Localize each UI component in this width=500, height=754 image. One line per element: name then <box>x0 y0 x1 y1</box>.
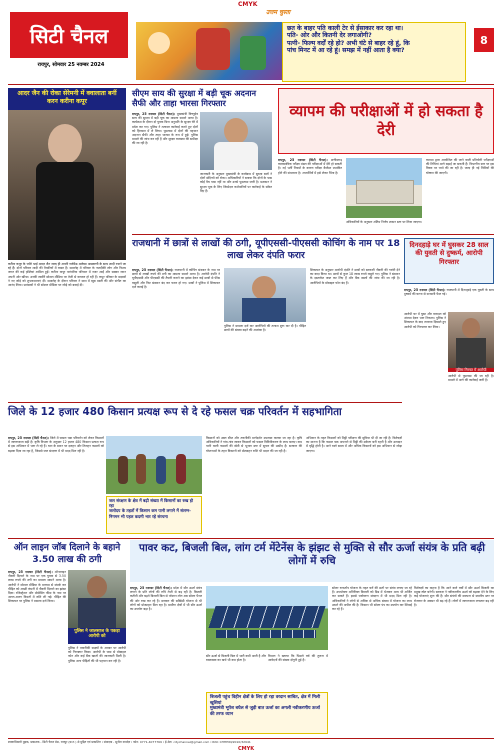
rule-2 <box>8 402 402 403</box>
job-headline: ऑन लाइन जॉब दिलाने के बहाने 3.50 लाख की ठगी <box>13 543 121 565</box>
farmers-bullet-2: जलोदय के तहतों में किसान कम पानी लगाने में संलग्न-निगमन भी पहल कदमी भार रहे संरचना <box>109 508 191 519</box>
farmers-body-2: किसानों को उन्नत बीज और तकनीकी मार्गदर्शन उपलब्ध कराया जा रहा है। कृषि अधिकारियों ने गांव-गांव जाकर किसानों को फसल विविधीकरण के लाभ बताए। कम पानी वाली फसलों की खेती से भूजल स्तर में सुधार की उम्मीद है। सरकार की योजनाओं के तहत किसानों को प्रोत्साहन राशि भी प्रदान की जा रही है। <box>206 436 302 453</box>
farmers-bullet-1: जल संरक्षण के क्षेत्र में बढ़ी संख्या में किसानों का रुख हो रहा <box>109 498 193 509</box>
vyapam-body-1: रायपुर, 25 नवम्बर (सिटी चैनल)। छत्तीसगढ़ व्यावसायिक परीक्षा मंडल की परीक्षाओं में देरी हो सकती है। नई भर्ती नियमों के कारण परीक्षा कैलेंडर प्रभावित होने की संभावना है। अभ्यर्थियों में इसे लेकर चिंता है। <box>278 158 342 175</box>
joke-line-1: छत के बाहर पति काली टेर से ईसाकार कर रहा था। <box>287 25 404 32</box>
joke-line-2: पति- ओर और कितनी देर लगाओगी? <box>287 32 372 40</box>
vyapam-body-3: अधिकारियों के अनुसार अंतिम निर्णय शासन स्तर पर लिया जाएगा। <box>346 220 422 224</box>
job-dateline: रायपुर, 25 नवम्बर (सिटी चैनल)। <box>8 570 53 574</box>
delhi-body-1: रायपुर, 25 नवम्बर (सिटी चैनल)। राजधानी में दिनदहाड़े एक युवती के साथ दुष्कर्म की घटना से सनसनी फैल गई। <box>404 288 494 297</box>
joke-panel <box>282 22 466 82</box>
power-dateline: रायपुर, 25 नवम्बर (सिटी चैनल)। <box>130 586 172 590</box>
power-body-5: विशेषज्ञों का कहना है कि आने वाले वर्षों में सौर ऊर्जा बिजली का प्रमुख स्रोत बनेगी। सरकार ने नवीकरणीय ऊर्जा को बढ़ावा देने के लिए कई योजनाएं शुरू की हैं। सौर संयंत्रों की स्थापना से स्थानीय स्तर पर रोजगार के अवसर भी बढ़ रहे हैं। लोगों में जागरूकता लगातार बढ़ रही है। <box>414 586 494 607</box>
job-photo-caption: पुलिस ने जालसाज के पकड़ा आरोपी को <box>68 628 126 644</box>
coaching-body-2: पुलिस ने मामला दर्ज कर आरोपियों की तलाश शुरू कर दी है। पीड़ित छात्रों की संख्या बढ़ने की आशंका है। <box>224 324 306 333</box>
power-bullet-box <box>206 692 328 734</box>
cmyk-top-label: CMYK <box>238 1 258 8</box>
farmers-body-3: अभियान के तहत किसानों को मिट्टी परीक्षण की सुविधा भी दी जा रही है। विशेषज्ञों का मानना है कि फसल चक्र अपनाने से मिट्टी की उर्वरता बनी रहती है और उत्पादन में वृद्धि होती है। आने वाले समय में और अधिक किसानों को इस अभियान से जोड़ा जाएगा। <box>306 436 402 453</box>
power-body-2: सौर ऊर्जा से बिजली बिल में भारी कमी आती है और रखरखाव का खर्च भी कम होता है। <box>206 654 266 663</box>
masthead-logo: सिटी चैनल <box>10 12 128 58</box>
coaching-photo <box>224 268 306 322</box>
vyapam-headline: व्यापम की परीक्षाओं में हो सकता है देरी <box>289 102 483 139</box>
footer-imprint: स्वत्वाधिकारी मुद्रक, प्रकाशक - सिटी चैनल प्रेस, रायपुर (छ.ग.) से मुद्रित एवं प्रकाशित । संपादक - सुनील नामदेव । फोन: 0771-4077769 । ई-मेल: citychannel@gmail.com । RNI: CHHHIN/2010/32941 <box>8 740 251 744</box>
delhi-headline-box <box>404 238 494 284</box>
coaching-body-3: शिकायत के अनुसार आरोपी दंपति ने छात्रों को सरकारी नौकरी की गारंटी देने का वादा किया था। छात्रों से कुल 18 लाख रुपये वसूले गए। पुलिस ने संस्थान के दस्तावेज जब्त कर लिए हैं और बैंक खातों की जांच की जा रही है। आरोपियों के मोबाइल फोन बंद हैं। <box>310 268 400 285</box>
joke-line-3: पत्नी- फिल्म वर्दों रहे हो? अभी घंटे से बाहर रहे हूं, कि <box>287 39 410 47</box>
comic-illustration <box>136 22 282 80</box>
footer-rule <box>8 738 494 739</box>
rule-1 <box>132 234 494 235</box>
delhi-body-2: आरोपी घर में घुसा और वारदात को अंजाम देकर भाग निकला। पुलिस ने शिकायत के बाद तत्परता दिखाते हुए आरोपी को गिरफ्तार कर लिया। <box>404 312 446 329</box>
delhi-body-3: आरोपी से पूछताछ की जा रही है। मामले में आगे की कार्रवाई जारी है। <box>448 374 494 383</box>
power-body-1: रायपुर, 25 नवम्बर (सिटी चैनल)। प्रदेश में सौर ऊर्जा संयंत्र लगाने के प्रति लोगों की रुचि तेजी से बढ़ रही है। बिजली कटौती और बढ़ते बिजली बिल से परेशान लोग अब सोलर पैनल की ओर रुख कर रहे हैं। सरकार की सब्सिडी योजना से भी लोगों को प्रोत्साहन मिल रहा है। ग्रामीण क्षेत्रों में भी सौर ऊर्जा का उपयोग बढ़ा है। <box>130 586 202 612</box>
vyapam-headline-box <box>278 88 494 154</box>
farmers-body-1: रायपुर, 25 नवम्बर (सिटी चैनल)। जिले में फसल चक्र परिवर्तन को लेकर किसानों में जागरूकता बढ़ी है। कृषि विभाग के अनुसार 12 हजार 480 किसान प्रत्यक्ष रूप से इस अभियान में भाग ले रहे हैं। धान के स्थान पर दलहन और तिलहन फसलों को बढ़ावा दिया जा रहा है, जिससे जल संरक्षण में भी मदद मिल रही है। <box>8 436 104 453</box>
security-body-left: रायपुर, 25 नवम्बर (सिटी चैनल)। मुख्यमंत्री विष्णुदेव साय की सुरक्षा में बड़ी चूक का मामला सामने आया है। कार्यक्रम के दौरान दो युवक बिना अनुमति के सुरक्षा घेरे में प्रवेश कर गए। पुलिस ने तत्काल कार्रवाई करते हुए दोनों को हिरासत में ले लिया। पूछताछ में दोनों की पहचान अदनान सैफी और ताहा भारसा के रूप में हुई। पुलिस मामले की जांच कर रही है और सुरक्षा व्यवस्था की समीक्षा की जा रही है। <box>132 112 198 146</box>
accused-caption: पुलिस गिरफ्त में आरोपी <box>448 368 494 372</box>
farmers-bullet-box <box>106 496 202 534</box>
page-number: 8 <box>474 28 494 52</box>
left-col-headline-box <box>8 88 126 110</box>
solar-photo <box>206 586 328 650</box>
coaching-headline: राजधानी में छात्रों से लाखों की ठगी, यूपीएससी-पीएससी कोचिंग के नाम पर 18 लाख लेकर दंपति फरार <box>132 238 400 261</box>
security-dateline: रायपुर, 25 नवम्बर (सिटी चैनल)। <box>132 112 176 116</box>
masthead-rule <box>8 84 494 85</box>
footer-brand: CMYK <box>238 746 255 752</box>
left-col-lead: करीना कपूर के चचेरे भाई आदर जैन जल्द ही अपनी गर्लफ्रेंड अलेखा आडवाणी के साथ शादी रचाने जा रहे हैं। <box>8 262 126 271</box>
actress-photo <box>8 110 126 260</box>
security-headline: सीएम साय की सुरक्षा में बड़ी चूक अदनान सैफी और ताहा भारसा गिरफ्तार <box>132 88 257 108</box>
farmers-photo <box>106 436 202 494</box>
delhi-dateline: रायपुर, 25 नवम्बर (सिटी चैनल)। <box>404 288 446 292</box>
vyapam-body-2: व्यापम द्वारा आयोजित की जाने वाली प्रतियोगी परीक्षाओं की तिथियां आगे बढ़ाई जा सकती हैं। विभागीय स्तर पर इस विषय पर चर्चा की जा रही है। जल्द ही नई तिथियों की घोषणा की जाएगी। <box>426 158 494 175</box>
joke-line-4: पांच मिनट में आ रहे हूं। समझ में नहीं आता है क्या? <box>287 47 405 55</box>
rule-3 <box>8 538 494 539</box>
job-accused-photo <box>68 570 126 628</box>
security-body-right: जानकारी के अनुसार मुख्यमंत्री के कार्यक्रम में सुरक्षा बलों ने दोनों संदिग्धों को रोका। अधिकारियों ने बताया कि दोनों के पास कोई वैध पास नहीं था और उनसे पूछताछ जारी है। प्रशासन ने सुरक्षा चूक के लिए जिम्मेदार कर्मचारियों पर कार्रवाई के संकेत दिए हैं। <box>200 172 272 193</box>
left-col-body: करीना कपूर के चचेरे भाई आदर जैन जल्द ही अपनी गर्लफ्रेंड अलेखा आडवाणी के साथ शादी रचाने जा रहे हैं। दोनों परिवार शादी की तैयारियों में व्यस्त हैं। समारोह में परिवार के नजदीकी लोग और फिल्म जगत की कई हस्तियां शामिल हुईं। करीना कपूर पारंपरिक परिधान में नजर आईं और सबका ध्यान अपनी ओर खींचा। उनकी तस्वीरें सोशल मीडिया पर तेजी से वायरल हो रही हैं। कपूर परिवार के सदस्यों ने नए जोड़े को शुभकामनाएं दीं। समारोह के दौरान परिवार ने साथ में खूब मस्ती की और संगीत का आनंद लिया। प्रशंसकों ने भी सोशल मीडिया पर जोड़े को बधाई दी। <box>8 262 126 288</box>
coaching-body-1: रायपुर, 25 नवम्बर (सिटी चैनल)। राजधानी में कोचिंग संस्थान के नाम पर छात्रों से लाखों रुपये की ठगी का मामला सामने आया है। आरोपी दंपति ने यूपीएससी और पीएससी की तैयारी कराने का झांसा देकर कई छात्रों से फीस वसूली और फिर संस्थान बंद कर फरार हो गए। छात्रों ने पुलिस में शिकायत दर्ज कराई है। <box>132 268 220 289</box>
delhi-headline: दिनदहाड़े घर में घुसकर 28 साल की युवती से दुष्कर्म, आरोपी गिरफ्तार <box>409 241 489 266</box>
power-headline: पावर कट, बिजली बिल, लांग टर्म मेंटेनेंस के झंझट से मुक्ति से सौर ऊर्जा संयंत्र के प्रति बढ़ी लोगों में रुचि <box>139 542 485 567</box>
job-body-2: पुलिस ने तकनीकी साक्ष्यों के आधार पर आरोपी को गिरफ्तार किया। आरोपी के पास से मोबाइल फोन और कई बैंक खातों की जानकारी मिली है। पुलिस अन्य पीड़ितों की भी पहचान कर रही है। <box>68 646 126 663</box>
power-bullet-2: मुख्यमंत्री भूपेश बघेल से जुड़ी बात ऊर्जा का अगली नवीकरणीय ऊर्जा की तरफ ध्यान <box>210 706 320 717</box>
power-body-3: विभाग ने बताया कि पिछले वर्ष की तुलना में आवेदनों की संख्या दोगुनी हुई है। <box>268 654 328 663</box>
farmers-dateline: रायपुर, 25 नवम्बर (सिटी चैनल)। <box>8 436 49 440</box>
date-line: रायपुर, सोमवार 25 नवम्बर 2024 <box>37 62 105 68</box>
accused-photo <box>448 312 494 368</box>
power-headline-box <box>130 540 494 582</box>
cm-photo <box>200 112 272 170</box>
section-tag: उत्तम चुस्ता <box>266 9 291 16</box>
job-body-1: रायपुर, 25 नवम्बर (सिटी चैनल)। ऑनलाइन नौकरी दिलाने के नाम पर एक युवक से 3.50 लाख रुपये की ठगी का मामला सामने आया है। आरोपी ने सोशल मीडिया के माध्यम से संपर्क कर पीड़ित को अच्छी कंपनी में नौकरी दिलाने का झांसा दिया। रजिस्ट्रेशन और प्रोसेसिंग फीस के नाम पर अलग-अलग किश्तों में राशि ली गई। पीड़ित की शिकायत पर पुलिस ने मामला दर्ज किया। <box>8 570 66 604</box>
left-col-headline: आदर जैन की रोका सेरेमनी में क्वालाता बनीं करन करीना कपूर <box>17 90 117 105</box>
coaching-dateline: रायपुर, 25 नवम्बर (सिटी चैनल)। <box>132 268 174 272</box>
power-bullet-1: बिजली पहुंच विहीन क्षेत्रों के लिए हो रहा वरदान साबित, क्षेत्र में मिली खुशियां <box>210 695 320 706</box>
power-body-4: सोलर रूफटॉप योजना के तहत घरों की छतों पर संयंत्र लगाए जा रहे हैं। उपभोक्ता अतिरिक्त बिजली को ग्रिड में भेजकर आय भी अर्जित कर सकते हैं। इससे पर्यावरण संरक्षण में भी मदद मिल रही है। अधिकारियों ने लोगों से अधिक से अधिक संख्या में योजना का लाभ उठाने की अपील की है। किसान भी सोलर पंप का उपयोग कर सिंचाई कर रहे हैं। <box>332 586 412 612</box>
vyapam-building-photo <box>346 158 422 218</box>
vyapam-dateline: रायपुर, 25 नवम्बर (सिटी चैनल)। <box>278 158 328 162</box>
farmers-headline: जिले के 12 हजार 480 किसान प्रत्यक्ष रूप से दे रहे फसल चक्र परिवर्तन में सहभागिता <box>8 406 342 418</box>
